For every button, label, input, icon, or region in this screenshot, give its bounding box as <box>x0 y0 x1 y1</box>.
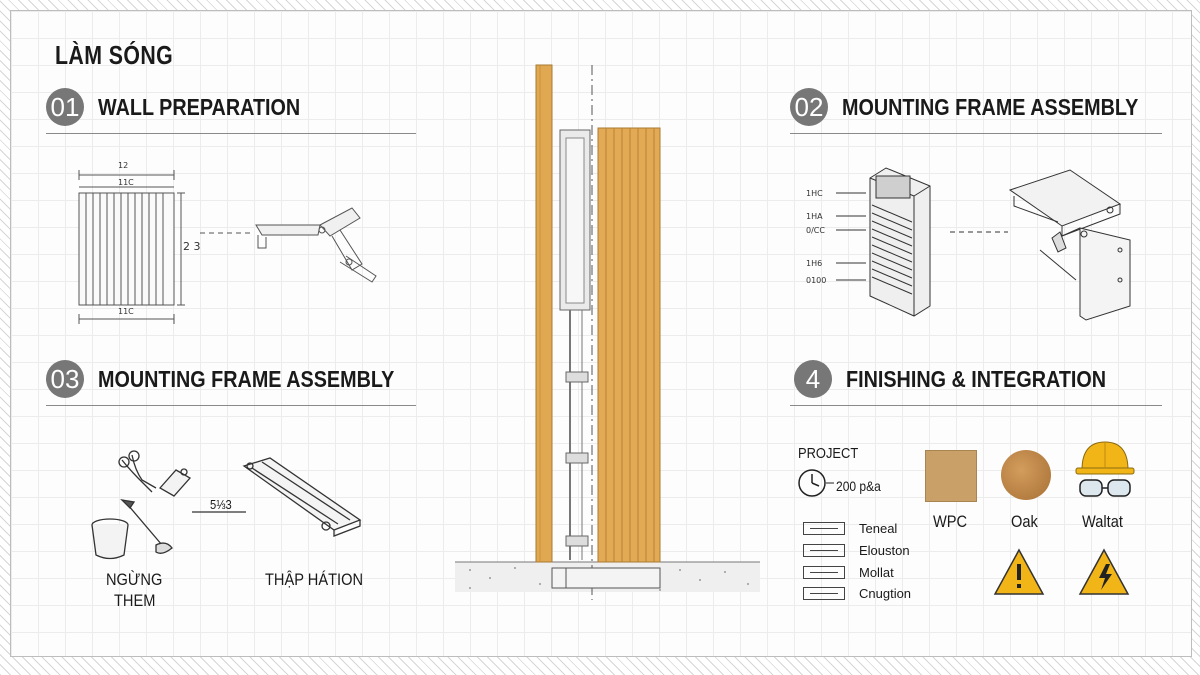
wall-sub-dim: 11C <box>118 178 134 187</box>
step-4-badge: 4 <box>794 360 832 398</box>
legend-label: Cnugtion <box>859 586 912 601</box>
legend-label: Teneal <box>859 521 898 536</box>
electric-hazard-icon <box>1080 550 1128 594</box>
step-2-title: MOUNTING FRAME ASSEMBLY <box>842 93 1139 120</box>
step-3-title: MOUNTING FRAME ASSEMBLY <box>98 365 395 392</box>
step-4-title: FINISHING & INTEGRATION <box>846 365 1107 392</box>
step-3-badge: 03 <box>46 360 84 398</box>
frame-label-1: 1HC <box>806 189 823 198</box>
legend-label: Mollat <box>859 565 894 580</box>
project-time: 200 p&a <box>836 478 881 494</box>
material-wpc-label: WPC <box>933 512 968 531</box>
tools-label-right: THẬP HÁTION <box>265 570 364 589</box>
tools-label-left-2: THEM <box>114 591 156 610</box>
material-waltat-label: Waltat <box>1082 512 1123 531</box>
page-title: LÀM SÓNG <box>55 40 174 70</box>
step-1-title: WALL PREPARATION <box>98 93 301 120</box>
project-heading: PROJECT <box>798 445 859 462</box>
frame-label-5: 0100 <box>806 276 827 285</box>
step-2-badge: 02 <box>790 88 828 126</box>
wall-side-dim: 2 3 <box>183 240 201 253</box>
material-oak-label: Oak <box>1011 512 1038 531</box>
frame-label-2: 1HA <box>806 212 823 221</box>
tools-label-left-1: NGỪNG <box>106 570 163 589</box>
frame-label-3: 0/CC <box>806 226 825 235</box>
step-1-badge: 01 <box>46 88 84 126</box>
legend-label: Elouston <box>859 543 910 558</box>
goggles-icon <box>1080 480 1130 496</box>
frame-label-4: 1H6 <box>806 259 823 268</box>
wall-bottom-dim: 11C <box>118 307 134 316</box>
tools-dimension: 5⅓3 <box>210 497 232 512</box>
wall-top-dim: 12 <box>118 161 129 170</box>
hard-hat-icon <box>1076 442 1134 474</box>
warning-icon <box>995 550 1043 594</box>
